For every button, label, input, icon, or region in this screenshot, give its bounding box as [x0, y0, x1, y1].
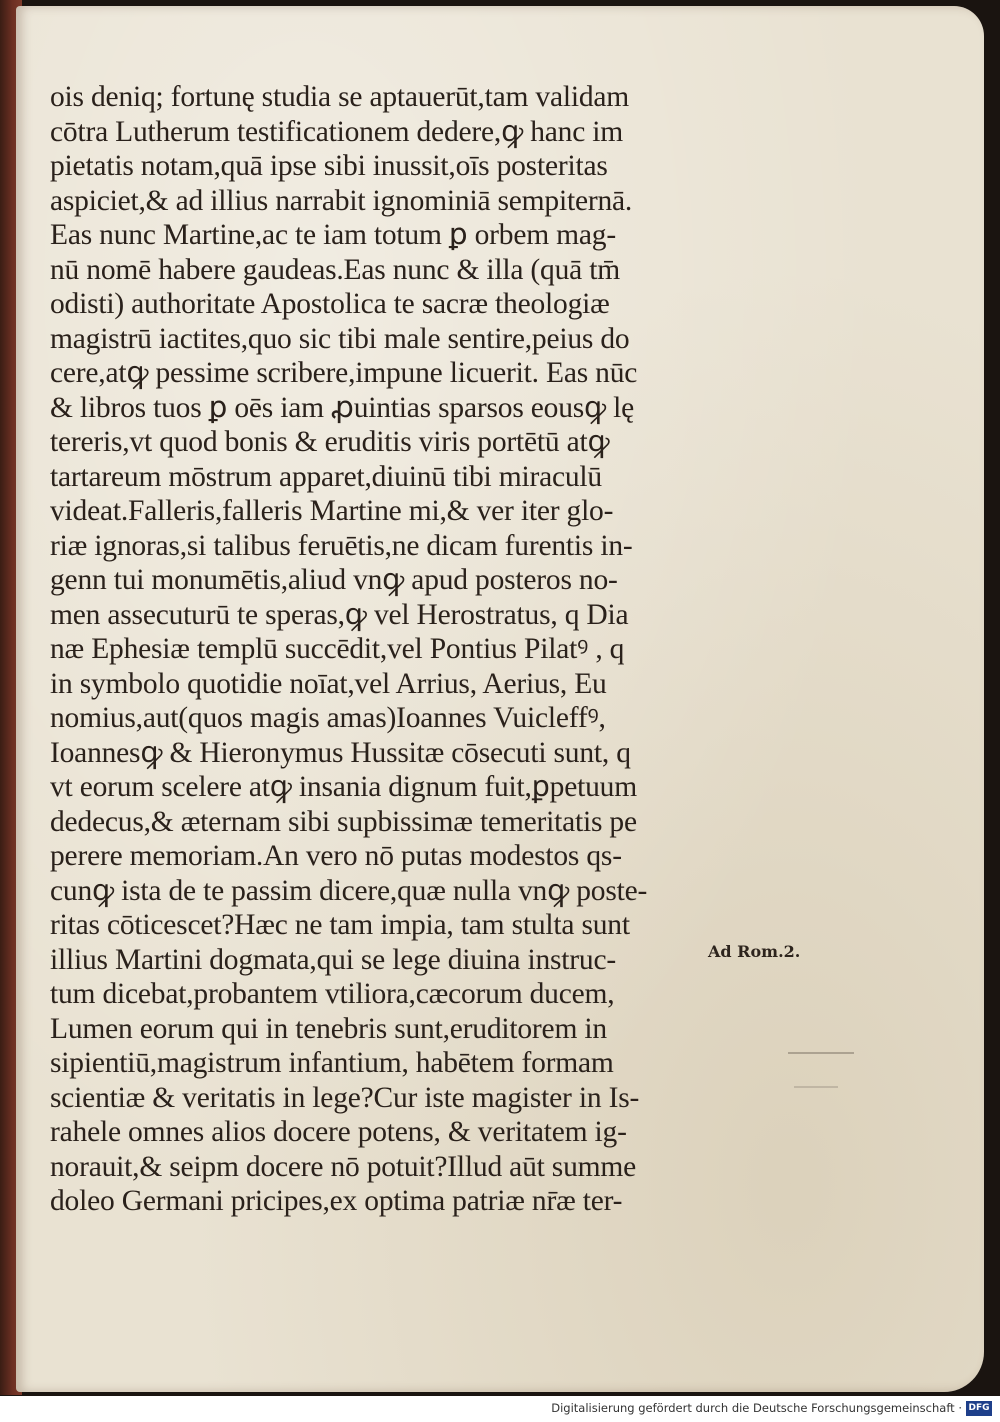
text-line: pietatis notam,quā ipse sibi inussit,oīs posteritas [50, 150, 608, 182]
ink-smudge [788, 1052, 854, 1054]
text-line: doleo Germani pricipes,ex optima patriæ nr̄æ ter- [50, 1185, 623, 1217]
dfg-logo-icon: DFG [966, 1401, 992, 1416]
text-line: Ioannesꝙ & Hieronymus Hussitæ cōsecuti sunt, q [50, 736, 631, 769]
text-line: cere,atꝙ pessime scribere,impune licuerit. Eas nūc [50, 357, 638, 389]
text-line: tereris,vt quod bonis & eruditis viris portētū atꝙ [50, 426, 610, 458]
text-line: & libros tuos ꝑ oēs iam ꝓuintias sparsos eousꝙ lę [50, 391, 635, 424]
text-line: perere memoriam.An vero nō putas modestos qs- [50, 840, 622, 872]
text-line: nū nomē habere gaudeas.Eas nunc & illa (quā tm̄ [50, 253, 620, 286]
text-line: Lumen eorum qui in tenebris sunt,eruditorem in [50, 1012, 607, 1045]
text-line: Eas nunc Martine,ac te iam totum ꝑ orbem mag- [50, 219, 616, 251]
book-page [16, 6, 984, 1392]
text-line: dedecus,& æternam sibi supbissimæ temeritatis pe [50, 805, 637, 838]
text-line: tum dicebat,probantem vtiliora,cæcorum ducem, [50, 978, 615, 1010]
text-line: ritas cōticescet?Hæc ne tam impia, tam stulta sunt [50, 909, 630, 941]
funding-credit: Digitalisierung gefördert durch die Deutsche Forschungsgemeinschaft · [551, 1401, 962, 1415]
text-line: videat.Falleris,falleris Martine mi,& ver iter glo- [50, 495, 614, 527]
text-line: tartareum mōstrum apparet,diuinū tibi miraculū [50, 460, 602, 493]
main-text-block [50, 80, 700, 1219]
text-line: rahele omnes alios docere potens, & veritatem ig- [50, 1116, 627, 1148]
text-line: riæ ignoras,si talibus feruētis,ne dicam furentis in- [50, 529, 633, 562]
text-line: magistrū iactites,quo sic tibi male sentire,peius do [50, 322, 630, 355]
text-line: in symbolo quotidie noīat,vel Arrius, Aerius, Eu [50, 667, 607, 700]
footer-bar [0, 1396, 1000, 1422]
text-line: nomius,aut(quos magis amas)Ioannes Vuicleffꝰ, [50, 702, 606, 734]
text-line: sipientiū,magistrum infantium, habētem formam [50, 1047, 614, 1079]
text-line: næ Ephesiæ templū succēdit,vel Pontius Pilatꝰ , q [50, 633, 625, 665]
text-line: illius Martini dogmata,qui se lege diuina instruc- [50, 943, 616, 976]
text-line: aspiciet,& ad illius narrabit ignominiā sempiternā. [50, 184, 633, 217]
text-line: cōtra Lutherum testificationem dedere,ꝙ hanc im [50, 115, 624, 148]
text-line: men assecuturū te speras,ꝙ vel Herostratus, q Dia [50, 598, 629, 631]
text-line: ois deniq; fortunę studia se aptauerūt,tam validam [50, 81, 630, 113]
ink-smudge [794, 1086, 838, 1088]
text-line: odisti) authoritate Apostolica te sacræ theologiæ [50, 288, 610, 320]
text-line: genn tui monumētis,aliud vnꝙ apud posteros no- [50, 564, 618, 596]
marginal-note: Ad Rom.2. [708, 942, 801, 961]
text-line: cunꝙ ista de te passim dicere,quæ nulla vnꝙ poste- [50, 874, 648, 907]
text-line: vt eorum scelere atꝙ insania dignum fuit,ꝑpetuum [50, 771, 637, 803]
text-line: norauit,& seipm docere nō potuit?Illud aūt summe [50, 1150, 637, 1183]
text-line: scientiæ & veritatis in lege?Cur iste magister in Is- [50, 1081, 640, 1114]
